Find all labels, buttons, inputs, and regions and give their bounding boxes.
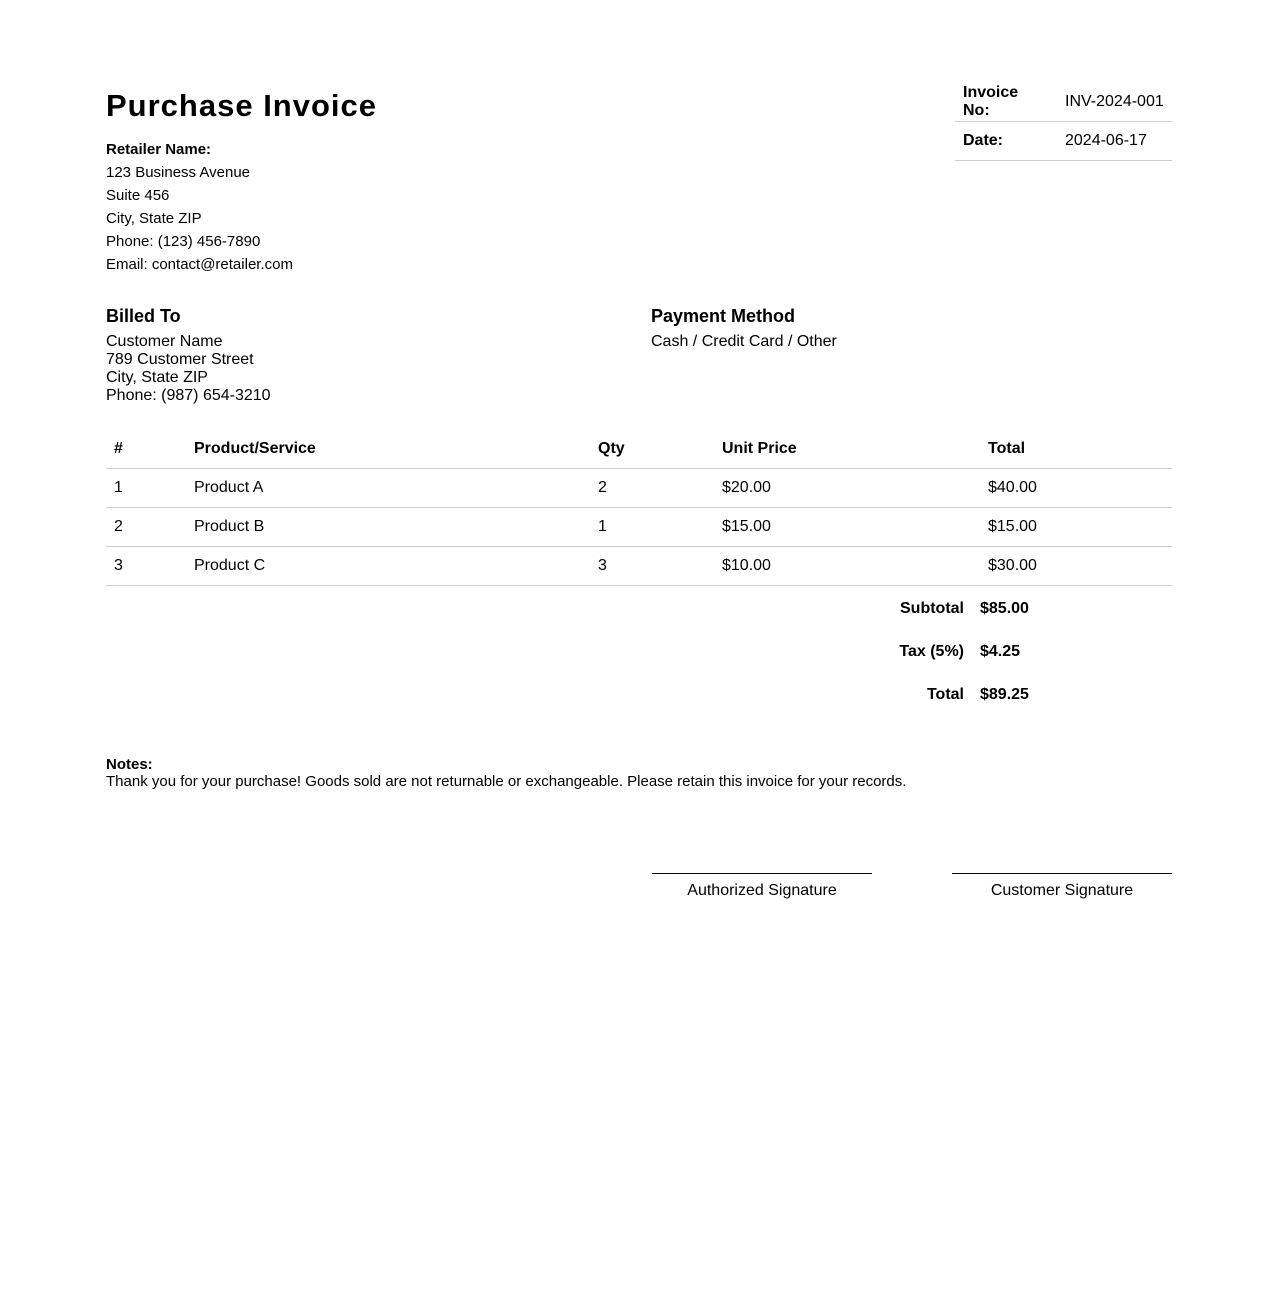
- row-product: Product C: [186, 547, 590, 586]
- invoice-number-label: Invoice No:: [955, 83, 1057, 122]
- tax-value: $4.25: [980, 643, 1021, 660]
- row-total: $40.00: [980, 469, 1172, 508]
- notes-label: Notes:: [106, 756, 153, 773]
- payment-method-value: Cash / Credit Card / Other: [651, 333, 837, 350]
- retailer-phone: Phone: (123) 456-7890: [106, 233, 261, 250]
- row-product: Product B: [186, 508, 590, 547]
- retailer-city: City, State ZIP: [106, 210, 202, 227]
- invoice-date-value: 2024-06-17: [1057, 122, 1172, 161]
- grand-total-row: [0, 686, 1278, 706]
- invoice-number-value: INV-2024-001: [1057, 83, 1172, 122]
- items-table: [106, 430, 1172, 586]
- row-qty: 3: [590, 547, 714, 586]
- row-total: $15.00: [980, 508, 1172, 547]
- tax-row: [0, 643, 1278, 663]
- customer-name: Customer Name: [106, 333, 223, 350]
- items-header-row: [106, 430, 1172, 469]
- subtotal-value: $85.00: [980, 600, 1029, 617]
- grand-total-label: Total: [926, 686, 964, 703]
- invoice-date-label: Date:: [955, 122, 1057, 161]
- customer-city: City, State ZIP: [106, 369, 208, 386]
- grand-total-value: $89.25: [980, 686, 1029, 703]
- notes-text: Thank you for your purchase! Goods sold are not returnable or exchangeable. Please retain this invoice for your records.: [106, 773, 907, 790]
- invoice-meta-table: [955, 83, 1172, 161]
- table-row: [106, 547, 1172, 586]
- column-header-qty: Qty: [590, 430, 714, 469]
- row-number: 1: [106, 469, 186, 508]
- row-unit-price: $10.00: [714, 547, 980, 586]
- invoice-title: Purchase Invoice: [106, 88, 378, 123]
- subtotal-label: Subtotal: [900, 600, 964, 617]
- invoice-date-row: [955, 122, 1172, 161]
- billed-to-heading: Billed To: [106, 306, 181, 326]
- row-qty: 2: [590, 469, 714, 508]
- invoice-number-row: [955, 83, 1172, 122]
- payment-method-section: [651, 305, 837, 351]
- row-total: $30.00: [980, 547, 1172, 586]
- customer-phone: Phone: (987) 654-3210: [106, 387, 271, 404]
- column-header-total: Total: [980, 430, 1172, 469]
- retailer-address-line-2: Suite 456: [106, 187, 170, 204]
- row-unit-price: $15.00: [714, 508, 980, 547]
- subtotal-row: [0, 600, 1278, 620]
- table-row: [106, 508, 1172, 547]
- retailer-email: Email: contact@retailer.com: [106, 256, 293, 273]
- retailer-name-label: Retailer Name:: [106, 141, 212, 158]
- row-qty: 1: [590, 508, 714, 547]
- notes-section: [106, 756, 906, 790]
- column-header-product: Product/Service: [186, 430, 590, 469]
- billed-to-section: [106, 305, 271, 405]
- customer-signature-line: Customer Signature: [952, 873, 1172, 900]
- row-product: Product A: [186, 469, 590, 508]
- customer-street: 789 Customer Street: [106, 351, 254, 368]
- column-header-number: #: [106, 430, 186, 469]
- row-number: 2: [106, 508, 186, 547]
- table-row: [106, 469, 1172, 508]
- retailer-block: [106, 138, 293, 276]
- authorized-signature-line: Authorized Signature: [652, 873, 872, 900]
- row-number: 3: [106, 547, 186, 586]
- payment-method-heading: Payment Method: [651, 306, 796, 326]
- row-unit-price: $20.00: [714, 469, 980, 508]
- tax-label: Tax (5%): [899, 643, 964, 660]
- retailer-address-line-1: 123 Business Avenue: [106, 164, 251, 181]
- column-header-unit-price: Unit Price: [714, 430, 980, 469]
